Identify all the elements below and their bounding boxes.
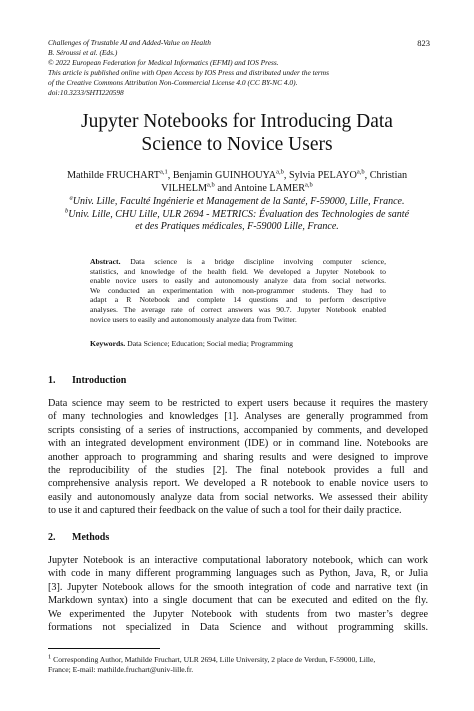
section-heading-methods <box>48 532 109 544</box>
abstract-line <box>90 257 386 267</box>
paragraph-line: Markdown syntax) into a single document that can be executed and edited on the fly. <box>48 595 428 607</box>
paragraph-line: comprehensive analysis report. We developed a R notebook to enable novice users to <box>48 478 428 490</box>
author-name: and Antoine LAMER <box>214 183 306 194</box>
header-line: © 2022 European Federation for Medical Informatics (EFMI) and IOS Press. <box>48 58 279 67</box>
author-affil-marker: a,b <box>305 181 313 189</box>
keywords-text: Data Science; Education; Social media; Programming <box>125 339 294 348</box>
paragraph-line: to use it and captured their feedback on the value of such a tool for their daily practice. <box>48 505 402 517</box>
abstract-line: adapt a R Notebook and complete 14 questions and to perform descriptive <box>90 295 386 305</box>
affiliation-b <box>40 209 434 222</box>
section-heading-introduction <box>48 375 126 387</box>
page-number: 823 <box>417 38 430 48</box>
author-name: VILHELM <box>161 183 208 194</box>
abstract-line: novice users to easily and autonomously analyze data from Twitter. <box>90 314 297 324</box>
keywords-label: Keywords. <box>90 339 126 348</box>
paragraph-line: Data science may seem to be restricted to expert users because it requires the mastery <box>48 398 428 409</box>
paper-title <box>20 110 454 156</box>
paragraph-line: formations not specialized in Data Science and without programming skills. <box>48 622 428 634</box>
paragraph-line: scripts consisting of a series of instructions, accompanied by comments, and developed <box>48 424 428 436</box>
abstract-line: enable novice users to easily and autonomously analyze data from social networks. <box>90 276 386 286</box>
running-header <box>48 38 428 98</box>
author-line <box>40 169 434 182</box>
author-affil-marker: a,b <box>207 181 215 189</box>
abstract-line: statistics, and knowledge of the health field. We developed a Jupyter Notebook to <box>90 266 386 276</box>
title-line: Jupyter Notebooks for Introducing Data <box>81 111 393 132</box>
abstract-label: Abstract. <box>90 257 121 266</box>
section-number: 1. <box>48 375 56 386</box>
affiliations <box>40 196 434 234</box>
author-affil-marker: a,b <box>356 168 365 176</box>
abstract <box>90 257 386 324</box>
header-line: doi:10.3233/SHTI220598 <box>48 88 124 97</box>
header-line: of the Creative Commons Attribution Non-Commercial License 4.0 (CC BY-NC 4.0). <box>48 78 298 87</box>
header-line: Challenges of Trustable AI and Added-Value on Health <box>48 38 211 47</box>
author-name: , Benjamin GUINHOUYA <box>167 170 277 181</box>
affil-marker: a <box>69 194 73 202</box>
paragraph-line: Jupyter Notebook is an interactive computational laboratory notebook, which can work <box>48 555 428 566</box>
author-affil-marker: a,1 <box>160 168 168 176</box>
header-line: B. Séroussi et al. (Eds.) <box>48 48 118 57</box>
footnote-line: France; E-mail: mathilde.fruchart@univ-lille.fr. <box>48 665 194 674</box>
affiliation-text: Univ. Lille, CHU Lille, ULR 2694 - METRICS: Évaluation des Technologies de santé <box>68 208 410 220</box>
author-affil-marker: a,b <box>276 168 284 176</box>
paragraph-line: with code in many different programming languages such as Python, Java, R, or Julia <box>48 568 428 580</box>
author-list <box>40 169 434 195</box>
author-name: , Christian <box>364 170 408 181</box>
footnote <box>48 655 428 675</box>
affiliation-text: Univ. Lille, Faculté Ingénierie et Management de la Santé, F-59000, Lille, France. <box>72 196 405 207</box>
methods-paragraph <box>48 554 428 634</box>
paragraph-line: [3]. Jupyter Notebook allows for the smooth integration of code and narrative text (in <box>48 581 428 593</box>
introduction-paragraph <box>48 397 428 518</box>
section-title: Methods <box>72 532 110 543</box>
paragraph-line: another approach to programming and sharing results and were designed to improve <box>48 451 428 463</box>
footnote-line <box>48 655 428 665</box>
author-name: Mathilde FRUCHART <box>66 170 160 181</box>
paragraph-line: with an integrated development environment (IDE) or in command line. Notebooks are <box>48 438 428 450</box>
footnote-marker: 1 <box>48 653 52 661</box>
affiliation-a <box>40 196 434 209</box>
section-title: Introduction <box>72 375 127 386</box>
author-name: , Sylvia PELAYO <box>283 170 357 181</box>
paragraph-line: We experimented the Jupyter Notebook with students from two master’s degree <box>48 608 428 620</box>
keywords <box>90 339 390 349</box>
paragraph-line: easily and autonomously analyze data from social networks. We assessed their ability <box>48 491 428 503</box>
abstract-line: analyses. The average rate of correct answers was 90.7. Jupyter Notebook enabled <box>90 304 386 314</box>
affiliation-b-cont: et des Pratiques médicales, F-59000 Lille, France. <box>135 221 339 232</box>
header-line: This article is published online with Open Access by IOS Press and distributed under the terms <box>48 68 330 77</box>
author-line <box>40 182 434 195</box>
paragraph-line: of many technologies and knowledges [1]. Analyses are generally programmed from <box>48 411 428 423</box>
title-line: Science to Novice Users <box>141 134 333 155</box>
abstract-text: Data science is a bridge discipline involving computer science, <box>120 257 386 266</box>
footnote-text: Corresponding Author, Mathilde Fruchart, ULR 2694, Lille University, 2 place de Verdun, F-59000, Lille, <box>51 655 376 664</box>
section-number: 2. <box>48 532 56 543</box>
abstract-line: We conducted an experimentation with non-programmer students. They had to <box>90 285 386 295</box>
footnote-rule <box>48 648 160 649</box>
affil-marker: b <box>64 207 69 215</box>
paragraph-line: the reproducibility of the studies [2]. The final notebook provides a full and <box>48 465 428 477</box>
